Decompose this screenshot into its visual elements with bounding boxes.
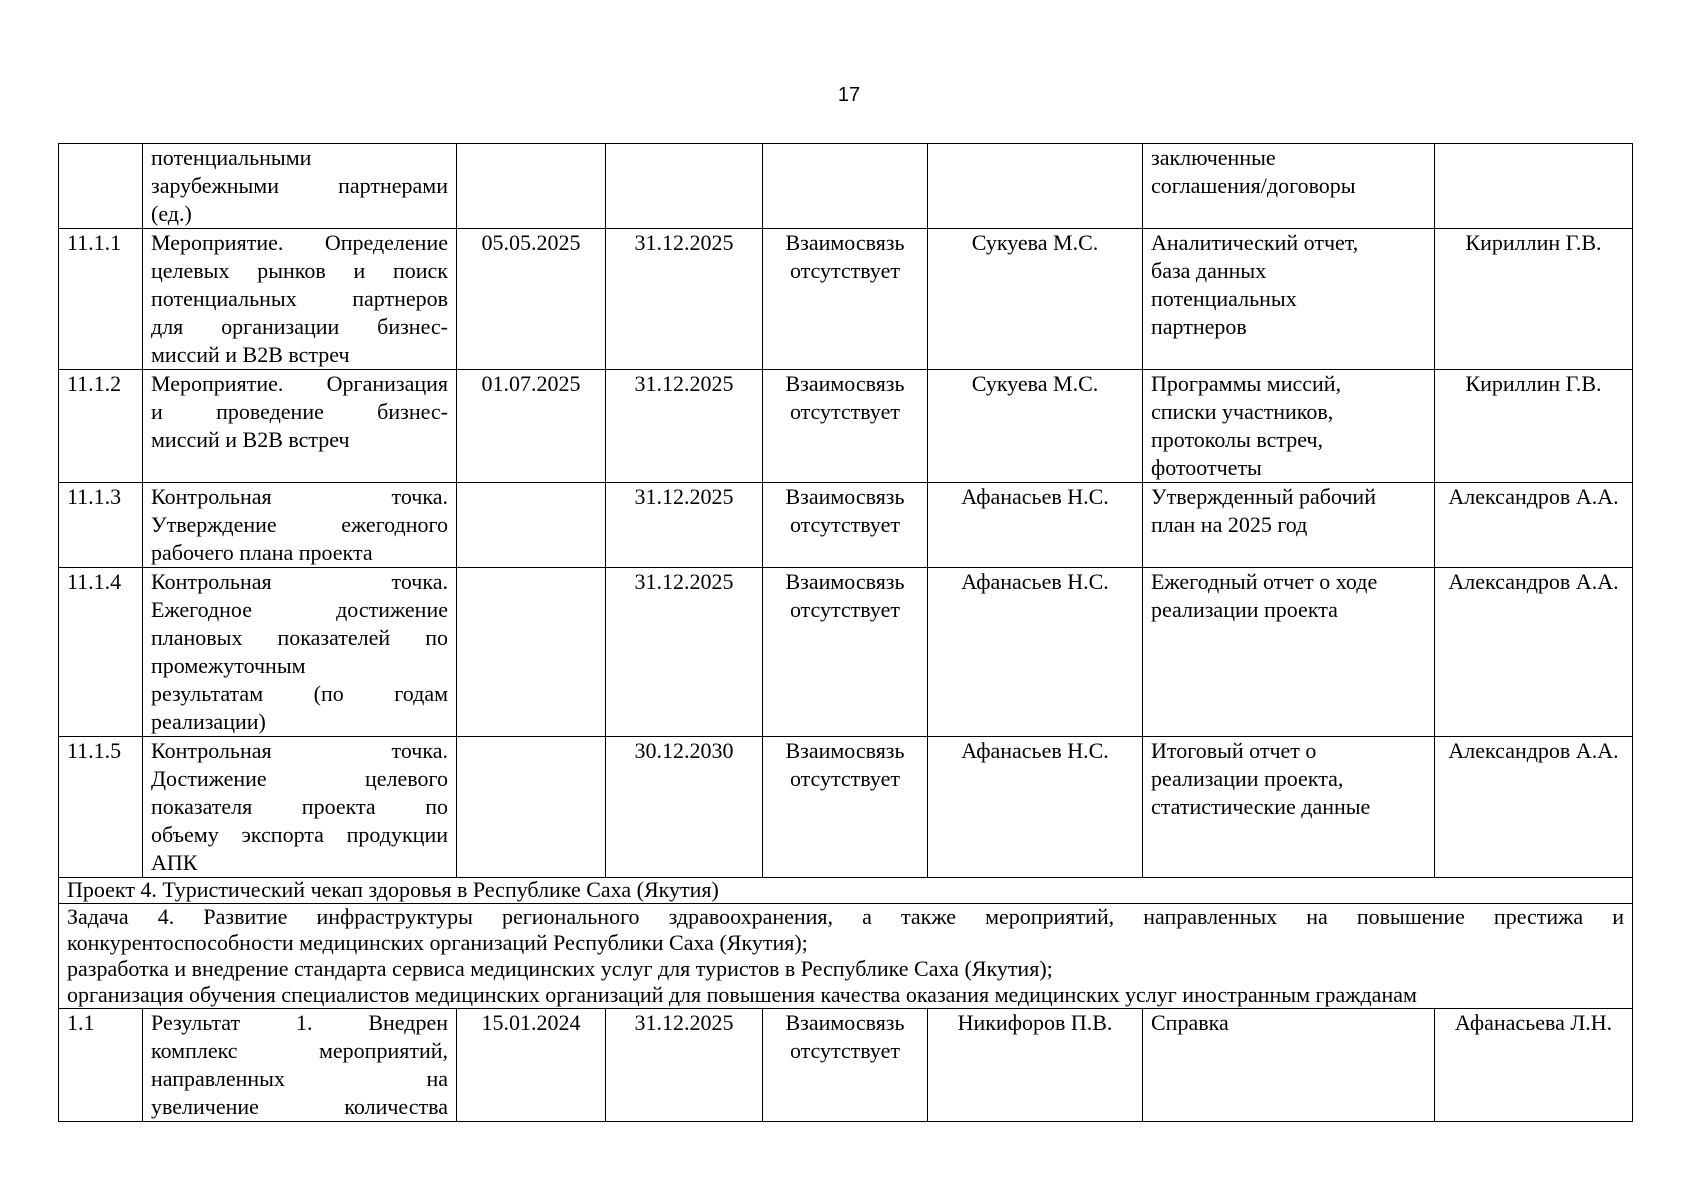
start-date: 01.07.2025	[457, 370, 606, 483]
item-name-line: показателя проекта по	[151, 794, 448, 819]
end-date	[606, 144, 763, 229]
result-document-line: заключенные	[1151, 145, 1276, 170]
item-name-line: Контрольная точка.	[151, 484, 448, 509]
result-document	[1143, 229, 1435, 370]
result-document-line: соглашения/договоры	[1151, 173, 1356, 198]
table-row	[59, 229, 1633, 370]
end-date: 30.12.2030	[606, 737, 763, 878]
responsible-person	[928, 144, 1143, 229]
item-name-line: увеличение количества	[151, 1094, 448, 1119]
result-document-line: списки участников,	[1151, 399, 1334, 424]
task-description-line: организация обучения специалистов медицинских организаций для повышения качества оказания медицинских услуг иностранным гражданам	[67, 982, 1417, 1007]
item-name-line: Мероприятие. Организация	[151, 371, 448, 396]
item-number	[59, 144, 143, 229]
supervisor: Кириллин Г.В.	[1435, 370, 1633, 483]
start-date: 05.05.2025	[457, 229, 606, 370]
item-number: 11.1.2	[59, 370, 143, 483]
item-name-line: Достижение целевого	[151, 766, 448, 791]
result-document: Справка	[1143, 1009, 1435, 1122]
item-number: 11.1.3	[59, 483, 143, 568]
item-name-line: Контрольная точка.	[151, 569, 448, 594]
item-number: 11.1.5	[59, 737, 143, 878]
start-date	[457, 144, 606, 229]
item-name-line: результатам (по годам	[151, 681, 448, 706]
item-name-line: (ед.)	[151, 201, 192, 226]
item-name	[143, 229, 457, 370]
supervisor: Афанасьева Л.Н.	[1435, 1009, 1633, 1122]
item-name	[143, 144, 457, 229]
table-row	[59, 370, 1633, 483]
relationship	[763, 144, 928, 229]
supervisor: Александров А.А.	[1435, 737, 1633, 878]
table-row	[59, 144, 1633, 229]
supervisor	[1435, 144, 1633, 229]
result-document-line: Утвержденный рабочий	[1151, 484, 1376, 509]
result-document-line: план на 2025 год	[1151, 512, 1308, 537]
item-name-line: потенциальными	[151, 145, 312, 170]
page-number: 17	[837, 84, 861, 106]
table-row	[59, 1009, 1633, 1122]
start-date	[457, 483, 606, 568]
item-name-line: Мероприятие. Определение	[151, 230, 448, 255]
result-document	[1143, 144, 1435, 229]
start-date	[457, 737, 606, 878]
task-description	[59, 904, 1633, 1009]
result-document	[1143, 568, 1435, 737]
relationship: Взаимосвязь отсутствует	[763, 370, 928, 483]
end-date: 31.12.2025	[606, 568, 763, 737]
task-description-line: разработка и внедрение стандарта сервиса медицинских услуг для туристов в Республике Саха (Якутия);	[67, 956, 1053, 981]
item-name-line: целевых рынков и поиск	[151, 258, 448, 283]
result-document-line: реализации проекта,	[1151, 766, 1344, 791]
task-description-line: Задача 4. Развитие инфраструктуры регионального здравоохранения, а также мероприятий, направленных на повышение престижа и	[67, 904, 1624, 929]
item-name-line: комплекс мероприятий,	[151, 1038, 448, 1063]
table-row	[59, 568, 1633, 737]
item-name-line: плановых показателей по	[151, 625, 448, 650]
item-name-line: для организации бизнес-	[151, 314, 448, 339]
table-row	[59, 483, 1633, 568]
responsible-person: Никифоров П.В.	[928, 1009, 1143, 1122]
item-name	[143, 1009, 457, 1122]
result-document-line: Аналитический отчет,	[1151, 230, 1359, 255]
responsible-person: Афанасьев Н.С.	[928, 483, 1143, 568]
task-description-line: конкурентоспособности медицинских организаций Республики Саха (Якутия);	[67, 930, 808, 955]
item-name-line: направленных на	[151, 1066, 448, 1091]
start-date	[457, 568, 606, 737]
task-row	[59, 904, 1633, 1009]
end-date: 31.12.2025	[606, 483, 763, 568]
item-name-line: зарубежными партнерами	[151, 173, 448, 198]
relationship: Взаимосвязь отсутствует	[763, 1009, 928, 1122]
item-name-line: миссий и B2B встреч	[151, 342, 350, 367]
result-document-line: статистические данные	[1151, 794, 1371, 819]
relationship: Взаимосвязь отсутствует	[763, 568, 928, 737]
item-name-line: Утверждение ежегодного	[151, 512, 448, 537]
result-document-line: потенциальных	[1151, 286, 1297, 311]
item-name	[143, 483, 457, 568]
result-document-line: реализации проекта	[1151, 597, 1338, 622]
project-title: Проект 4. Туристический чекап здоровья в Республике Саха (Якутия)	[59, 878, 1633, 904]
relationship: Взаимосвязь отсутствует	[763, 229, 928, 370]
result-document-line: база данных	[1151, 258, 1267, 283]
responsible-person: Афанасьев Н.С.	[928, 568, 1143, 737]
item-name-line: промежуточным	[151, 653, 306, 678]
result-document-line: протоколы встреч,	[1151, 427, 1324, 452]
supervisor: Александров А.А.	[1435, 483, 1633, 568]
item-name-line: Ежегодное достижение	[151, 597, 448, 622]
item-name	[143, 568, 457, 737]
result-document-line: Ежегодный отчет о ходе	[1151, 569, 1378, 594]
item-number: 11.1.1	[59, 229, 143, 370]
end-date: 31.12.2025	[606, 1009, 763, 1122]
item-name-line: потенциальных партнеров	[151, 286, 448, 311]
result-document-line: партнеров	[1151, 314, 1247, 339]
item-name-line: реализации)	[151, 709, 266, 734]
item-name-line: и проведение бизнес-	[151, 399, 448, 424]
project-row	[59, 878, 1633, 904]
result-document	[1143, 483, 1435, 568]
item-name-line: рабочего плана проекта	[151, 540, 373, 565]
item-name-line: миссий и B2B встреч	[151, 427, 350, 452]
item-number: 11.1.4	[59, 568, 143, 737]
start-date: 15.01.2024	[457, 1009, 606, 1122]
supervisor: Александров А.А.	[1435, 568, 1633, 737]
supervisor: Кириллин Г.В.	[1435, 229, 1633, 370]
item-name-line: Результат 1. Внедрен	[151, 1010, 448, 1035]
result-document	[1143, 370, 1435, 483]
item-name	[143, 737, 457, 878]
relationship: Взаимосвязь отсутствует	[763, 737, 928, 878]
relationship: Взаимосвязь отсутствует	[763, 483, 928, 568]
result-document-line: фотоотчеты	[1151, 455, 1262, 480]
responsible-person: Сукуева М.С.	[928, 229, 1143, 370]
end-date: 31.12.2025	[606, 370, 763, 483]
item-number: 1.1	[59, 1009, 143, 1122]
result-document-line: Итоговый отчет о	[1151, 738, 1317, 763]
item-name	[143, 370, 457, 483]
responsible-person: Сукуева М.С.	[928, 370, 1143, 483]
item-name-line: Контрольная точка.	[151, 738, 448, 763]
item-name-line: АПК	[151, 850, 198, 875]
item-name-line: объему экспорта продукции	[151, 822, 448, 847]
table-body	[59, 144, 1633, 1122]
end-date: 31.12.2025	[606, 229, 763, 370]
table-row	[59, 737, 1633, 878]
responsible-person: Афанасьев Н.С.	[928, 737, 1143, 878]
result-document	[1143, 737, 1435, 878]
result-document-line: Программы миссий,	[1151, 371, 1342, 396]
project-plan-table	[58, 143, 1633, 1122]
